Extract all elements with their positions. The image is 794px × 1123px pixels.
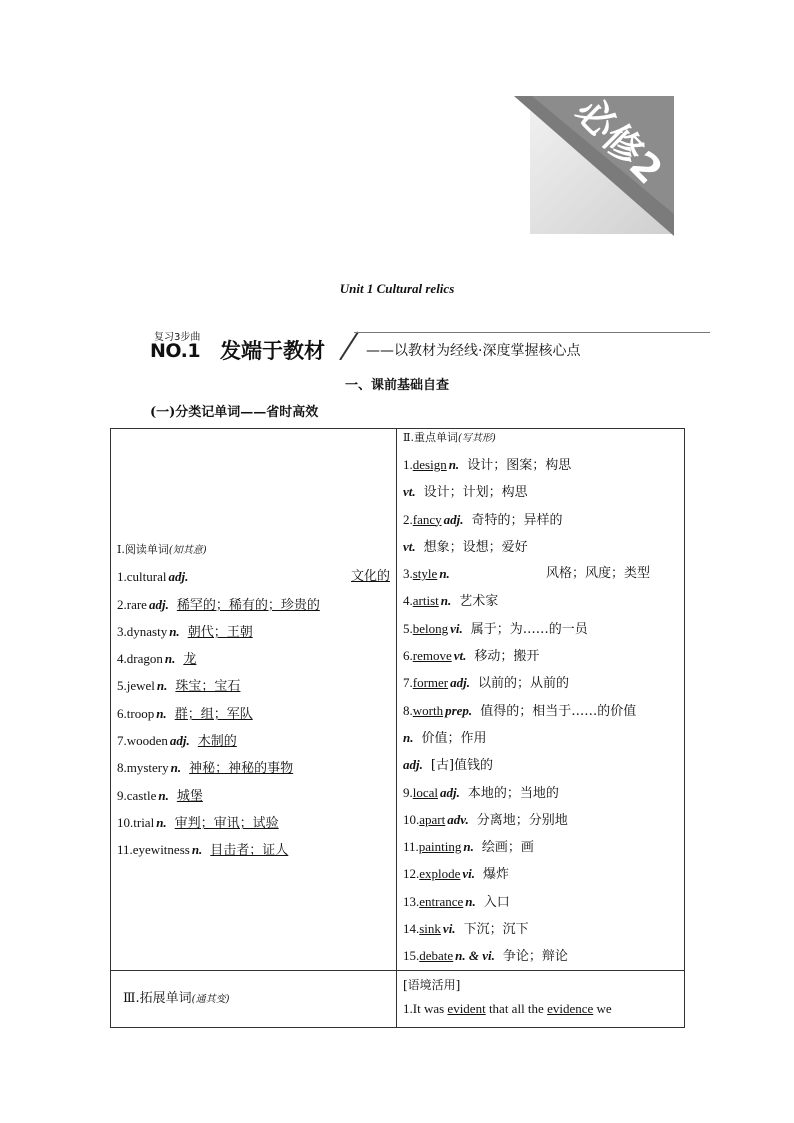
step-rule — [354, 332, 710, 333]
key-word: remove — [412, 648, 452, 664]
key-word-item — [403, 779, 684, 806]
reading-word: 1.cultural — [117, 569, 167, 585]
sentence-end: we — [593, 1000, 612, 1016]
word-meaning: 木制的 — [197, 734, 237, 750]
part-of-speech: n. — [169, 623, 180, 639]
word-meaning: 想象；设想；爱好 — [423, 539, 528, 555]
key-word-item — [403, 506, 684, 533]
reading-word: 7.wooden — [117, 733, 168, 749]
part-of-speech: vi. — [442, 921, 456, 937]
key-word: entrance — [419, 893, 464, 909]
key-word-item — [403, 533, 684, 560]
word-meaning: 下沉；沉下 — [463, 922, 529, 938]
key-word-item — [403, 888, 684, 915]
key-word-item — [403, 615, 684, 642]
key-word: debate — [419, 948, 454, 964]
reading-word-item — [117, 727, 390, 754]
reading-words-header — [117, 536, 390, 563]
step-small-label: 复习3步曲 — [154, 332, 201, 343]
word-meaning: 神秘；神秘的事物 — [189, 761, 294, 777]
reading-header-label: Ⅰ.阅读单词 — [117, 543, 169, 556]
section-heading: 一、课前基础自查 — [344, 378, 449, 393]
key-word-item — [403, 587, 684, 614]
reading-word-item — [117, 782, 390, 809]
key-word: design — [412, 457, 447, 472]
key-words-header — [403, 429, 684, 451]
reading-word-item — [117, 618, 390, 645]
key-word-number: 13. — [403, 893, 420, 909]
key-word-item — [403, 751, 684, 778]
word-meaning: 群；组；军队 — [174, 706, 253, 722]
part-of-speech: n. — [156, 814, 167, 830]
reading-word: 10.trial — [117, 814, 155, 830]
part-of-speech: n. — [191, 842, 203, 858]
reading-word-item — [117, 563, 390, 590]
part-of-speech: adj. — [403, 757, 423, 773]
part-of-speech: n. — [156, 678, 168, 694]
part-of-speech: adj. — [450, 675, 470, 691]
word-meaning: 奇特的；异样的 — [471, 512, 563, 528]
key-word-item — [403, 806, 684, 833]
word-meaning: 以前的；从前的 — [478, 676, 570, 692]
slash-divider-icon — [336, 330, 366, 360]
word-meaning: 珠宝；宝石 — [175, 679, 241, 695]
part-of-speech: n. — [439, 566, 450, 582]
reading-word-item — [117, 809, 390, 836]
key-word-number: 4. — [403, 593, 413, 609]
part-of-speech: n. — [448, 457, 460, 472]
reading-word-item — [117, 672, 390, 699]
word-meaning: 稀罕的；稀有的；珍贵的 — [176, 597, 320, 613]
extended-header-label: Ⅲ.拓展单词 — [123, 990, 192, 1006]
part-of-speech: n. — [465, 893, 476, 909]
key-word: fancy — [412, 511, 442, 527]
part-of-speech: n. — [158, 787, 169, 803]
reading-header-note: (知其意) — [168, 545, 207, 556]
key-word-item — [403, 560, 684, 587]
key-header-label: Ⅱ.重点单词 — [403, 431, 458, 444]
key-word-item — [403, 942, 684, 969]
extended-words-cell — [111, 970, 397, 1027]
key-word: painting — [418, 839, 462, 855]
word-meaning: 目击者；证人 — [210, 843, 289, 859]
part-of-speech: vt. — [403, 484, 416, 500]
key-header-note: (写其形) — [457, 433, 496, 444]
part-of-speech: n. — [156, 705, 167, 721]
key-word-item — [403, 642, 684, 669]
key-word: former — [412, 675, 449, 691]
part-of-speech: adj. — [440, 784, 460, 800]
part-of-speech: n. — [170, 760, 182, 776]
sentence-start: 1.It was — [403, 1000, 448, 1016]
key-word: style — [412, 566, 438, 582]
word-meaning: 审判；审讯；试验 — [174, 815, 279, 831]
reading-word-item — [117, 591, 390, 618]
word-meaning: 本地的；当地的 — [467, 785, 559, 801]
part-of-speech: n. — [164, 651, 176, 667]
word-meaning: 争论；辩论 — [502, 949, 568, 965]
key-word-number: 5. — [403, 620, 413, 636]
part-of-speech: n. — [403, 729, 414, 745]
part-of-speech: vt. — [403, 538, 416, 554]
word-meaning: [古]值钱的 — [430, 758, 494, 774]
reading-word: 2.rare — [117, 596, 147, 612]
word-meaning: 设计；图案；构思 — [467, 458, 572, 473]
reading-words-cell — [111, 429, 397, 971]
part-of-speech: n. — [463, 839, 474, 855]
part-of-speech: prep. — [445, 702, 473, 718]
sentence-blank-1: evident — [447, 1000, 486, 1016]
context-sentence — [403, 997, 684, 1021]
key-word-item — [403, 697, 684, 724]
sentence-blank-2: evidence — [547, 1000, 594, 1016]
word-meaning: 龙 — [183, 652, 197, 668]
vocabulary-table — [110, 428, 685, 1028]
word-meaning: 文化的 — [350, 569, 390, 585]
key-word-number: 3. — [403, 566, 413, 582]
key-word: artist — [412, 593, 439, 609]
key-word-item — [403, 724, 684, 751]
part-of-speech: vi. — [462, 866, 476, 882]
part-of-speech: adj. — [169, 733, 190, 749]
reading-word-item — [117, 700, 390, 727]
key-word-item — [403, 915, 684, 942]
part-of-speech: adj. — [148, 596, 169, 612]
word-meaning: 值得的；相当于……的价值 — [480, 703, 637, 719]
key-word-item — [403, 833, 684, 860]
key-word: local — [412, 784, 439, 800]
part-of-speech: n. & vi. — [455, 948, 495, 964]
word-meaning: 分离地；分别地 — [476, 812, 568, 828]
part-of-speech: vt. — [453, 648, 467, 664]
key-word-number: 11. — [403, 839, 419, 855]
step-title: 发端于教材 — [220, 339, 325, 363]
book-banner — [470, 88, 680, 278]
word-meaning: 城堡 — [176, 788, 203, 804]
context-use-header: [语境活用] — [403, 977, 461, 992]
reading-word: 5.jewel — [117, 678, 155, 694]
word-meaning: 绘画；画 — [481, 840, 534, 856]
word-meaning: 移动；搬开 — [474, 649, 540, 665]
key-word-number: 1. — [403, 457, 413, 472]
key-word: belong — [412, 620, 449, 636]
word-meaning: 入口 — [483, 894, 510, 910]
unit-title: Unit 1 Cultural relics — [339, 281, 455, 296]
word-meaning: 价值；作用 — [421, 730, 487, 746]
key-word: sink — [419, 921, 441, 937]
key-word-number: 9. — [403, 784, 413, 800]
key-word-number: 14. — [403, 921, 420, 937]
word-meaning: 朝代；王朝 — [187, 624, 253, 640]
reading-word-item — [117, 836, 390, 863]
key-word-number: 12. — [403, 866, 420, 882]
key-word-item — [403, 478, 684, 505]
step-number: NO.1 — [150, 340, 201, 362]
key-word: explode — [419, 866, 461, 882]
word-meaning: 风格；风度；类型 — [545, 566, 650, 582]
key-word-item — [403, 860, 684, 887]
word-meaning: 设计；计划；构思 — [423, 485, 528, 501]
part-of-speech: adj. — [443, 511, 464, 527]
key-word-number: 6. — [403, 648, 413, 664]
reading-word: 3.dynasty — [117, 623, 168, 639]
part-of-speech: n. — [440, 593, 452, 609]
step-subtitle: ——以教材为经线·深度掌握核心点 — [366, 343, 581, 359]
reading-word: 8.mystery — [117, 760, 169, 776]
part-of-speech: vi. — [450, 620, 463, 636]
extended-header-note: (通其变) — [191, 993, 230, 1005]
key-word-number: 15. — [403, 948, 420, 964]
banner-label: 必修2 — [567, 89, 671, 193]
key-word-item — [403, 669, 684, 696]
key-word: worth — [412, 702, 444, 718]
word-meaning: 爆炸 — [483, 867, 510, 883]
reading-word: 6.troop — [117, 705, 155, 721]
step-header — [148, 326, 718, 362]
reading-word-item — [117, 754, 390, 781]
context-use-cell — [397, 970, 685, 1027]
reading-word-item — [117, 645, 390, 672]
key-word-number: 2. — [403, 511, 413, 527]
word-meaning: 属于；为……的一员 — [470, 621, 588, 637]
key-word-number: 10. — [403, 811, 420, 827]
reading-word: 11.eyewitness — [117, 842, 190, 858]
key-word: apart — [419, 811, 446, 827]
key-word-number: 8. — [403, 702, 413, 718]
key-words-cell — [397, 429, 685, 971]
key-word-number: 7. — [403, 675, 413, 691]
reading-word: 9.castle — [117, 787, 157, 803]
reading-word: 4.dragon — [117, 651, 163, 667]
part-of-speech: adv. — [447, 811, 469, 827]
key-word-item — [403, 451, 684, 478]
sentence-mid: that all the — [485, 1000, 548, 1016]
word-meaning: 艺术家 — [459, 594, 499, 610]
sub-heading: (一)分类记单词——省时高效 — [150, 405, 319, 420]
part-of-speech: adj. — [168, 569, 189, 585]
